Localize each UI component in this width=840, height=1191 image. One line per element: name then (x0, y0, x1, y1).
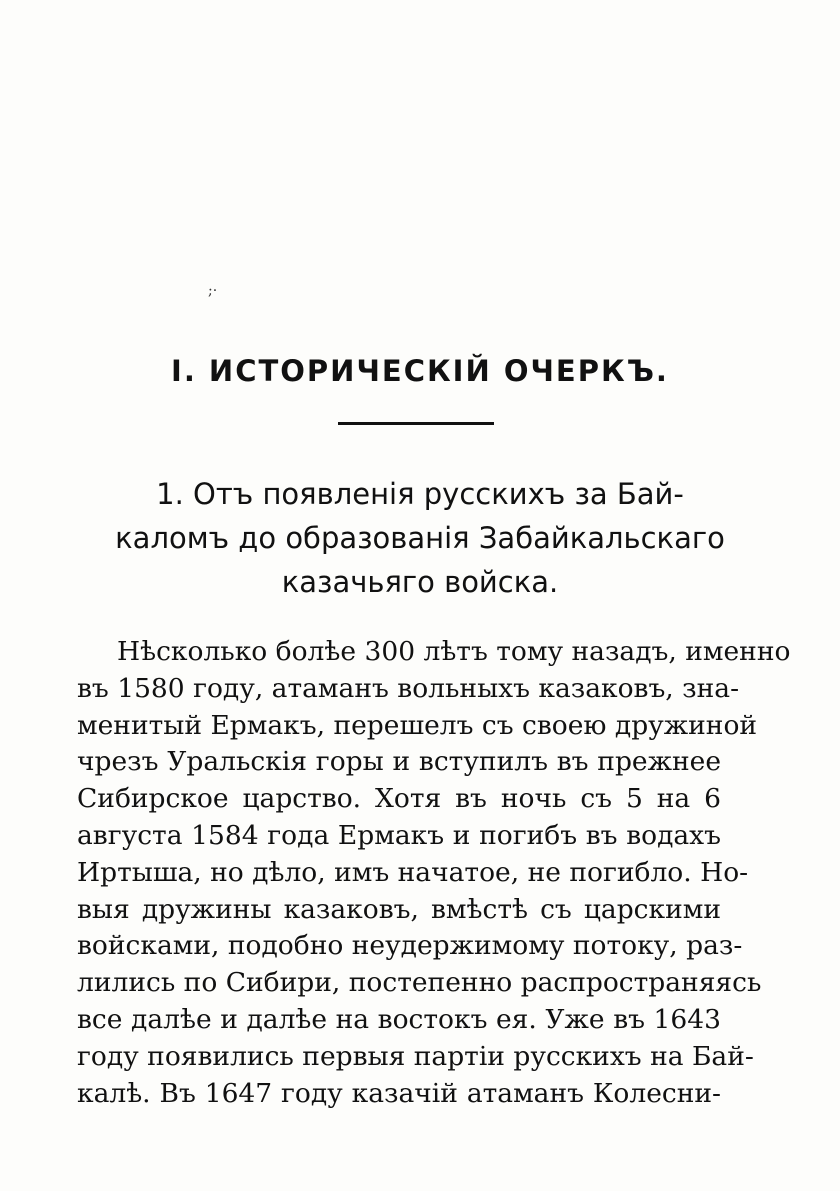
body-line: Сибирское царство. Хотя въ ночь съ 5 на 6 (77, 783, 721, 815)
body-line: менитый Ермакъ, перешелъ съ своею дружиной (77, 709, 758, 741)
body-line: въ 1580 году, атаманъ вольныхъ казаковъ, зна- (77, 672, 740, 704)
section-title-line-2: каломъ до образованія Забайкальскаго (115, 521, 725, 555)
body-line: чрезъ Уральскія горы и вступилъ въ прежнее (77, 746, 721, 778)
section-title-line-3: казачьяго войска. (281, 565, 559, 599)
ink-speck: ;· (208, 283, 218, 299)
body-line: Нѣсколько болѣе 300 лѣтъ тому назадъ, именно (117, 636, 791, 667)
body-line: году появились первыя партіи русскихъ на Бай- (77, 1040, 754, 1072)
chapter-title: I. ИСТОРИЧЕСКІЙ ОЧЕРКЪ. (171, 354, 669, 388)
body-line: выя дружины казаковъ, вмѣстѣ съ царскими (77, 893, 721, 925)
body-line: Иртыша, но дѣло, имъ начатое, не погибло. Но- (77, 856, 749, 888)
body-line: лились по Сибири, постепенно распространяясь (77, 967, 762, 999)
section-title (100, 472, 740, 604)
body-line: калѣ. Въ 1647 году казачій атаманъ Колесни- (77, 1077, 721, 1109)
body-line: все далѣе и далѣе на востокъ ея. Уже въ 1643 (77, 1003, 721, 1035)
title-rule (338, 422, 494, 425)
body-line: августа 1584 года Ермакъ и погибъ въ водахъ (77, 819, 721, 851)
body-paragraph (77, 634, 791, 1112)
section-title-line-1: 1. Отъ появленія русскихъ за Бай- (156, 477, 684, 511)
body-line: войсками, подобно неудержимому потоку, раз- (77, 930, 743, 962)
